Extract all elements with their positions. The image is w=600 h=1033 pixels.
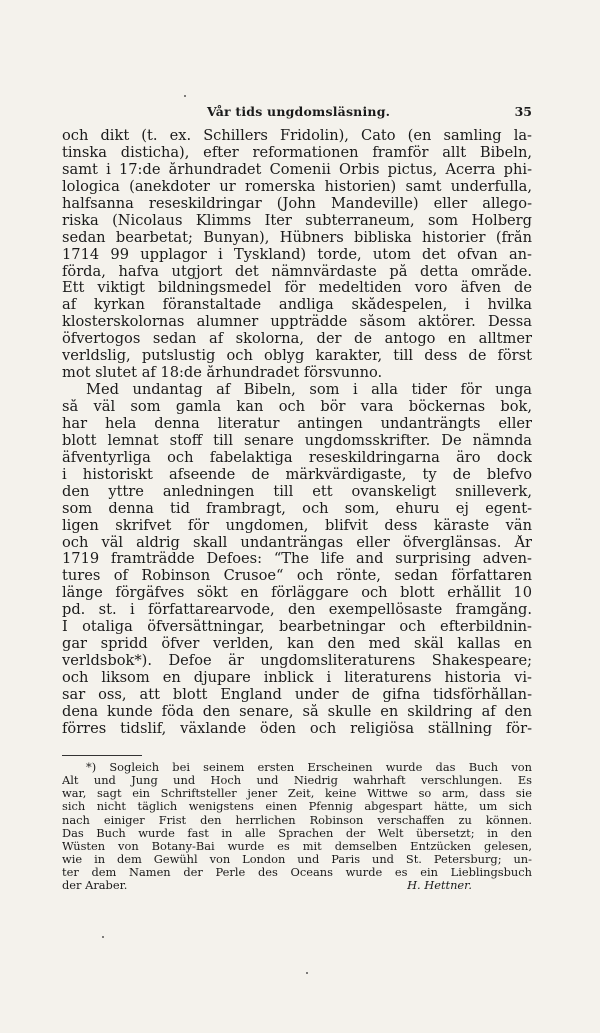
footnote-line: nach einiger Frist den herrlichen Robinson verschaffen zu können.: [62, 813, 532, 827]
text-line: gar spridd öfver verlden, kan den med skäl kallas en: [62, 636, 532, 653]
footnote-text-end: der Araber.: [62, 879, 128, 893]
text-line: har hela denna literatur antingen undanträngts eller: [62, 415, 532, 432]
text-line: förres tidslif, växlande öden och religiösa ställning för-: [62, 720, 532, 737]
print-speck: [184, 95, 186, 97]
footnote-line: *) Sogleich bei seinem ersten Erscheinen wurde das Buch von: [86, 761, 532, 774]
text-line: som denna tid frambragt, och som, ehuru ej egent-: [62, 500, 532, 517]
footnote: [62, 761, 532, 892]
footnote-line: Wüsten von Botany-Bai wurde es mit demselben Entzücken gelesen,: [62, 839, 532, 853]
footnote-line: ter dem Namen der Perle des Oceans wurde es ein Lieblingsbuch: [62, 866, 532, 880]
text-line: halfsanna reseskildringar (John Mandeville) eller allego-: [62, 195, 532, 212]
text-line: den yttre anledningen till ett ovanskeligt snilleverk,: [62, 483, 532, 500]
text-line: och väl aldrig skall undanträngas eller öfverglänsas. År: [62, 534, 532, 551]
text-line: så väl som gamla kan och bör vara böckernas bok,: [62, 399, 532, 415]
text-line: riska (Nicolaus Klimms Iter subterraneum, som Holberg: [62, 212, 532, 229]
text-line: mot slutet af 18:de århundradet försvunno.: [62, 365, 383, 382]
footnote-line-last: [62, 879, 532, 892]
text-line: länge förgäfves sökt en förläggare och blott erhållit 10: [62, 585, 532, 602]
running-header: [62, 104, 532, 122]
text-line: öfvertogos sedan af skolorna, der de antogo en alltmer: [62, 331, 532, 348]
text-line: 1719 framträdde Defoes: “The life and surprising adven-: [62, 551, 532, 568]
footnote-line: Das Buch wurde fast in alle Sprachen der Welt übersetzt; in den: [62, 826, 532, 840]
running-title: Vår tids ungdomsläsning.: [207, 104, 391, 119]
text-line: dena kunde föda den senare, så skulle en skildring af den: [62, 703, 532, 720]
footnote-signature: H. Hettner.: [407, 879, 472, 893]
main-text: [62, 128, 532, 738]
print-speck: [102, 936, 104, 938]
page-number: 35: [514, 104, 532, 119]
footnote-line: Alt und Jung und Hoch und Niedrig wahrhaft verschlungen. Es: [62, 774, 532, 788]
footnote-line: wie in dem Gewühl von London und Paris und St. Petersburg; un-: [62, 852, 532, 866]
text-line: I otaliga öfversättningar, bearbetningar och efterbildnin-: [62, 619, 532, 636]
text-line: tures of Robinson Crusoe“ och rönte, sedan författaren: [62, 568, 532, 585]
text-line: verldsbok*). Defoe är ungdomsliteraturens Shakespeare;: [62, 653, 532, 670]
text-line: af kyrkan föranstaltade andliga skådespelen, i hvilka: [62, 297, 532, 314]
text-line: 1714 99 upplagor i Tyskland) torde, utom det ofvan an-: [62, 246, 532, 263]
footnote-rule: [62, 755, 142, 756]
text-line: och dikt (t. ex. Schillers Fridolin), Cato (en samling la-: [62, 128, 532, 144]
text-line: sedan bearbetat; Bunyan), Hübners bibliska historier (från: [62, 229, 532, 246]
text-line: samt i 17:de århundradet Comenii Orbis pictus, Acerra phi-: [62, 161, 532, 178]
text-line: Ett viktigt bildningsmedel för medeltiden voro äfven de: [62, 280, 532, 297]
footnote-line: war, sagt ein Schriftsteller jener Zeit, keine Wittwe so arm, dass sie: [62, 787, 532, 801]
text-line: lologica (anekdoter ur romerska historien) samt underfulla,: [62, 178, 532, 195]
text-line: verldslig, putslustig och oblyg karakter, till dess de först: [62, 348, 532, 365]
footnote-line: sich nicht täglich wenigstens einen Pfennig abgespart hätte, um sich: [62, 800, 532, 814]
text-line: tinska disticha), efter reformationen framför allt Bibeln,: [62, 144, 532, 161]
text-line: förda, hafva utgjort det nämnvärdaste på detta område.: [62, 263, 532, 280]
text-line: ligen skrifvet för ungdomen, blifvit dess käraste vän: [62, 517, 532, 534]
text-line: äfventyrliga och fabelaktiga reseskildringarna äro dock: [62, 449, 532, 466]
text-line: i historiskt afseende de märkvärdigaste, ty de blefvo: [62, 466, 532, 483]
text-line: blott lemnat stoff till senare ungdomsskrifter. De nämnda: [62, 432, 532, 449]
paragraph-start-line: Med undantag af Bibeln, som i alla tider för unga: [86, 382, 532, 399]
text-line: pd. st. i författarearvode, den exempellösaste framgång.: [62, 602, 532, 619]
text-line: sar oss, att blott England under de gifna tidsförhållan-: [62, 686, 532, 703]
text-line: klosterskolornas alumner uppträdde såsom aktörer. Dessa: [62, 314, 532, 331]
text-line: och liksom en djupare inblick i literaturens historia vi-: [62, 670, 532, 686]
print-speck: [306, 972, 308, 974]
